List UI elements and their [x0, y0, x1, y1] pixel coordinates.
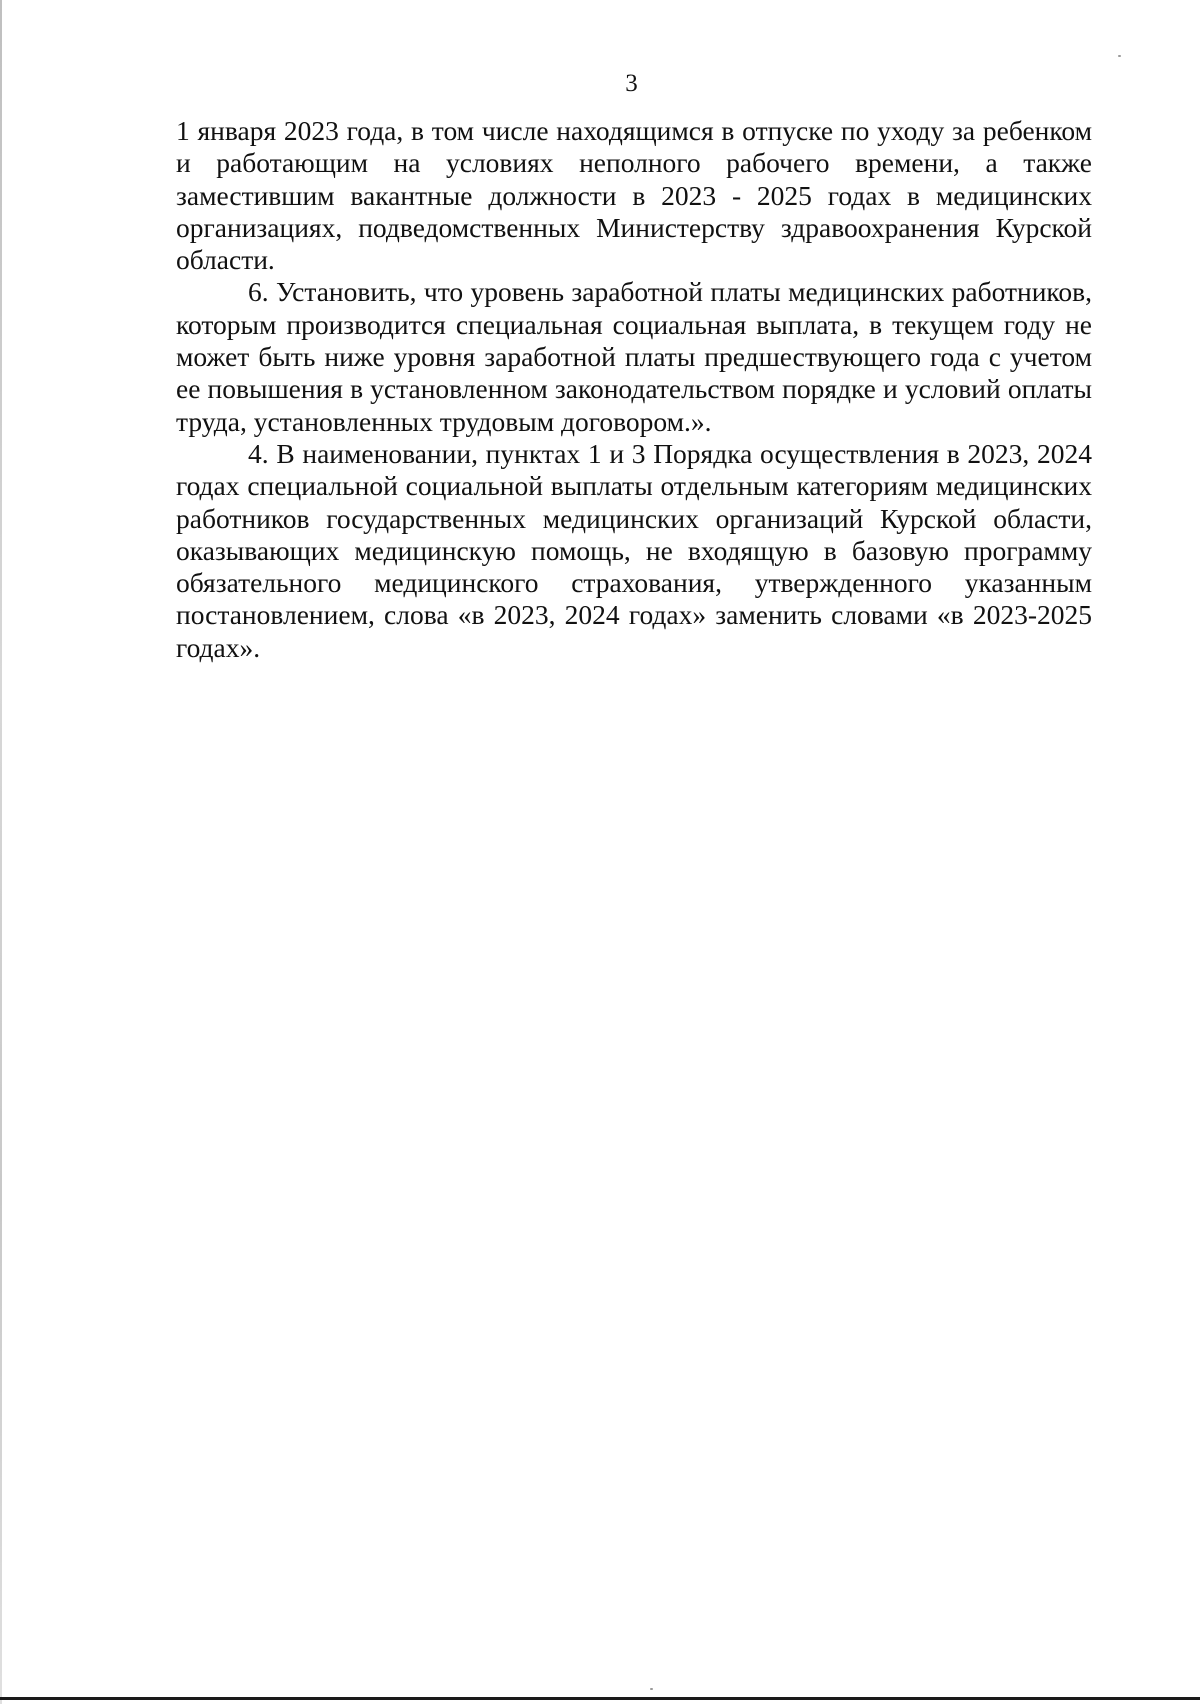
scan-speck: [1118, 55, 1121, 57]
document-body: [176, 115, 1092, 664]
paragraph-item-4: 4. В наименовании, пунктах 1 и 3 Порядка осуществления в 2023, 2024 годах специальной социальной выплаты отдельным категориям медицинских работников государственных медицинских организаций Курской области, оказывающих медицинскую помощь, не входящую в базовую программу обязательного медицинского страхования, утвержденного указанным постановлением, слова «в 2023, 2024 годах» заменить словами «в 2023-2025 годах».: [176, 437, 1092, 663]
scan-edge-left: [0, 0, 2, 1704]
paragraph-continuation: 1 января 2023 года, в том числе находящимся в отпуске по уходу за ребенком и работающим на условиях неполного рабочего времени, а также заместившим вакантные должности в 2023 - 2025 годах в медицинских организациях, подведомственных Министерству здравоохранения Курской области.: [176, 115, 1092, 276]
scan-speck: [650, 1688, 653, 1690]
paragraph-item-6: 6. Установить, что уровень заработной платы медицинских работников, которым производится специальная социальная выплата, в текущем году не может быть ниже уровня заработной платы предшествующего года с учетом ее повышения в установленном законодательством порядке и условий оплаты труда, установленных трудовым договором.».: [176, 276, 1092, 437]
page-number: 3: [625, 70, 638, 97]
scan-edge-bottom: [0, 1697, 1200, 1700]
